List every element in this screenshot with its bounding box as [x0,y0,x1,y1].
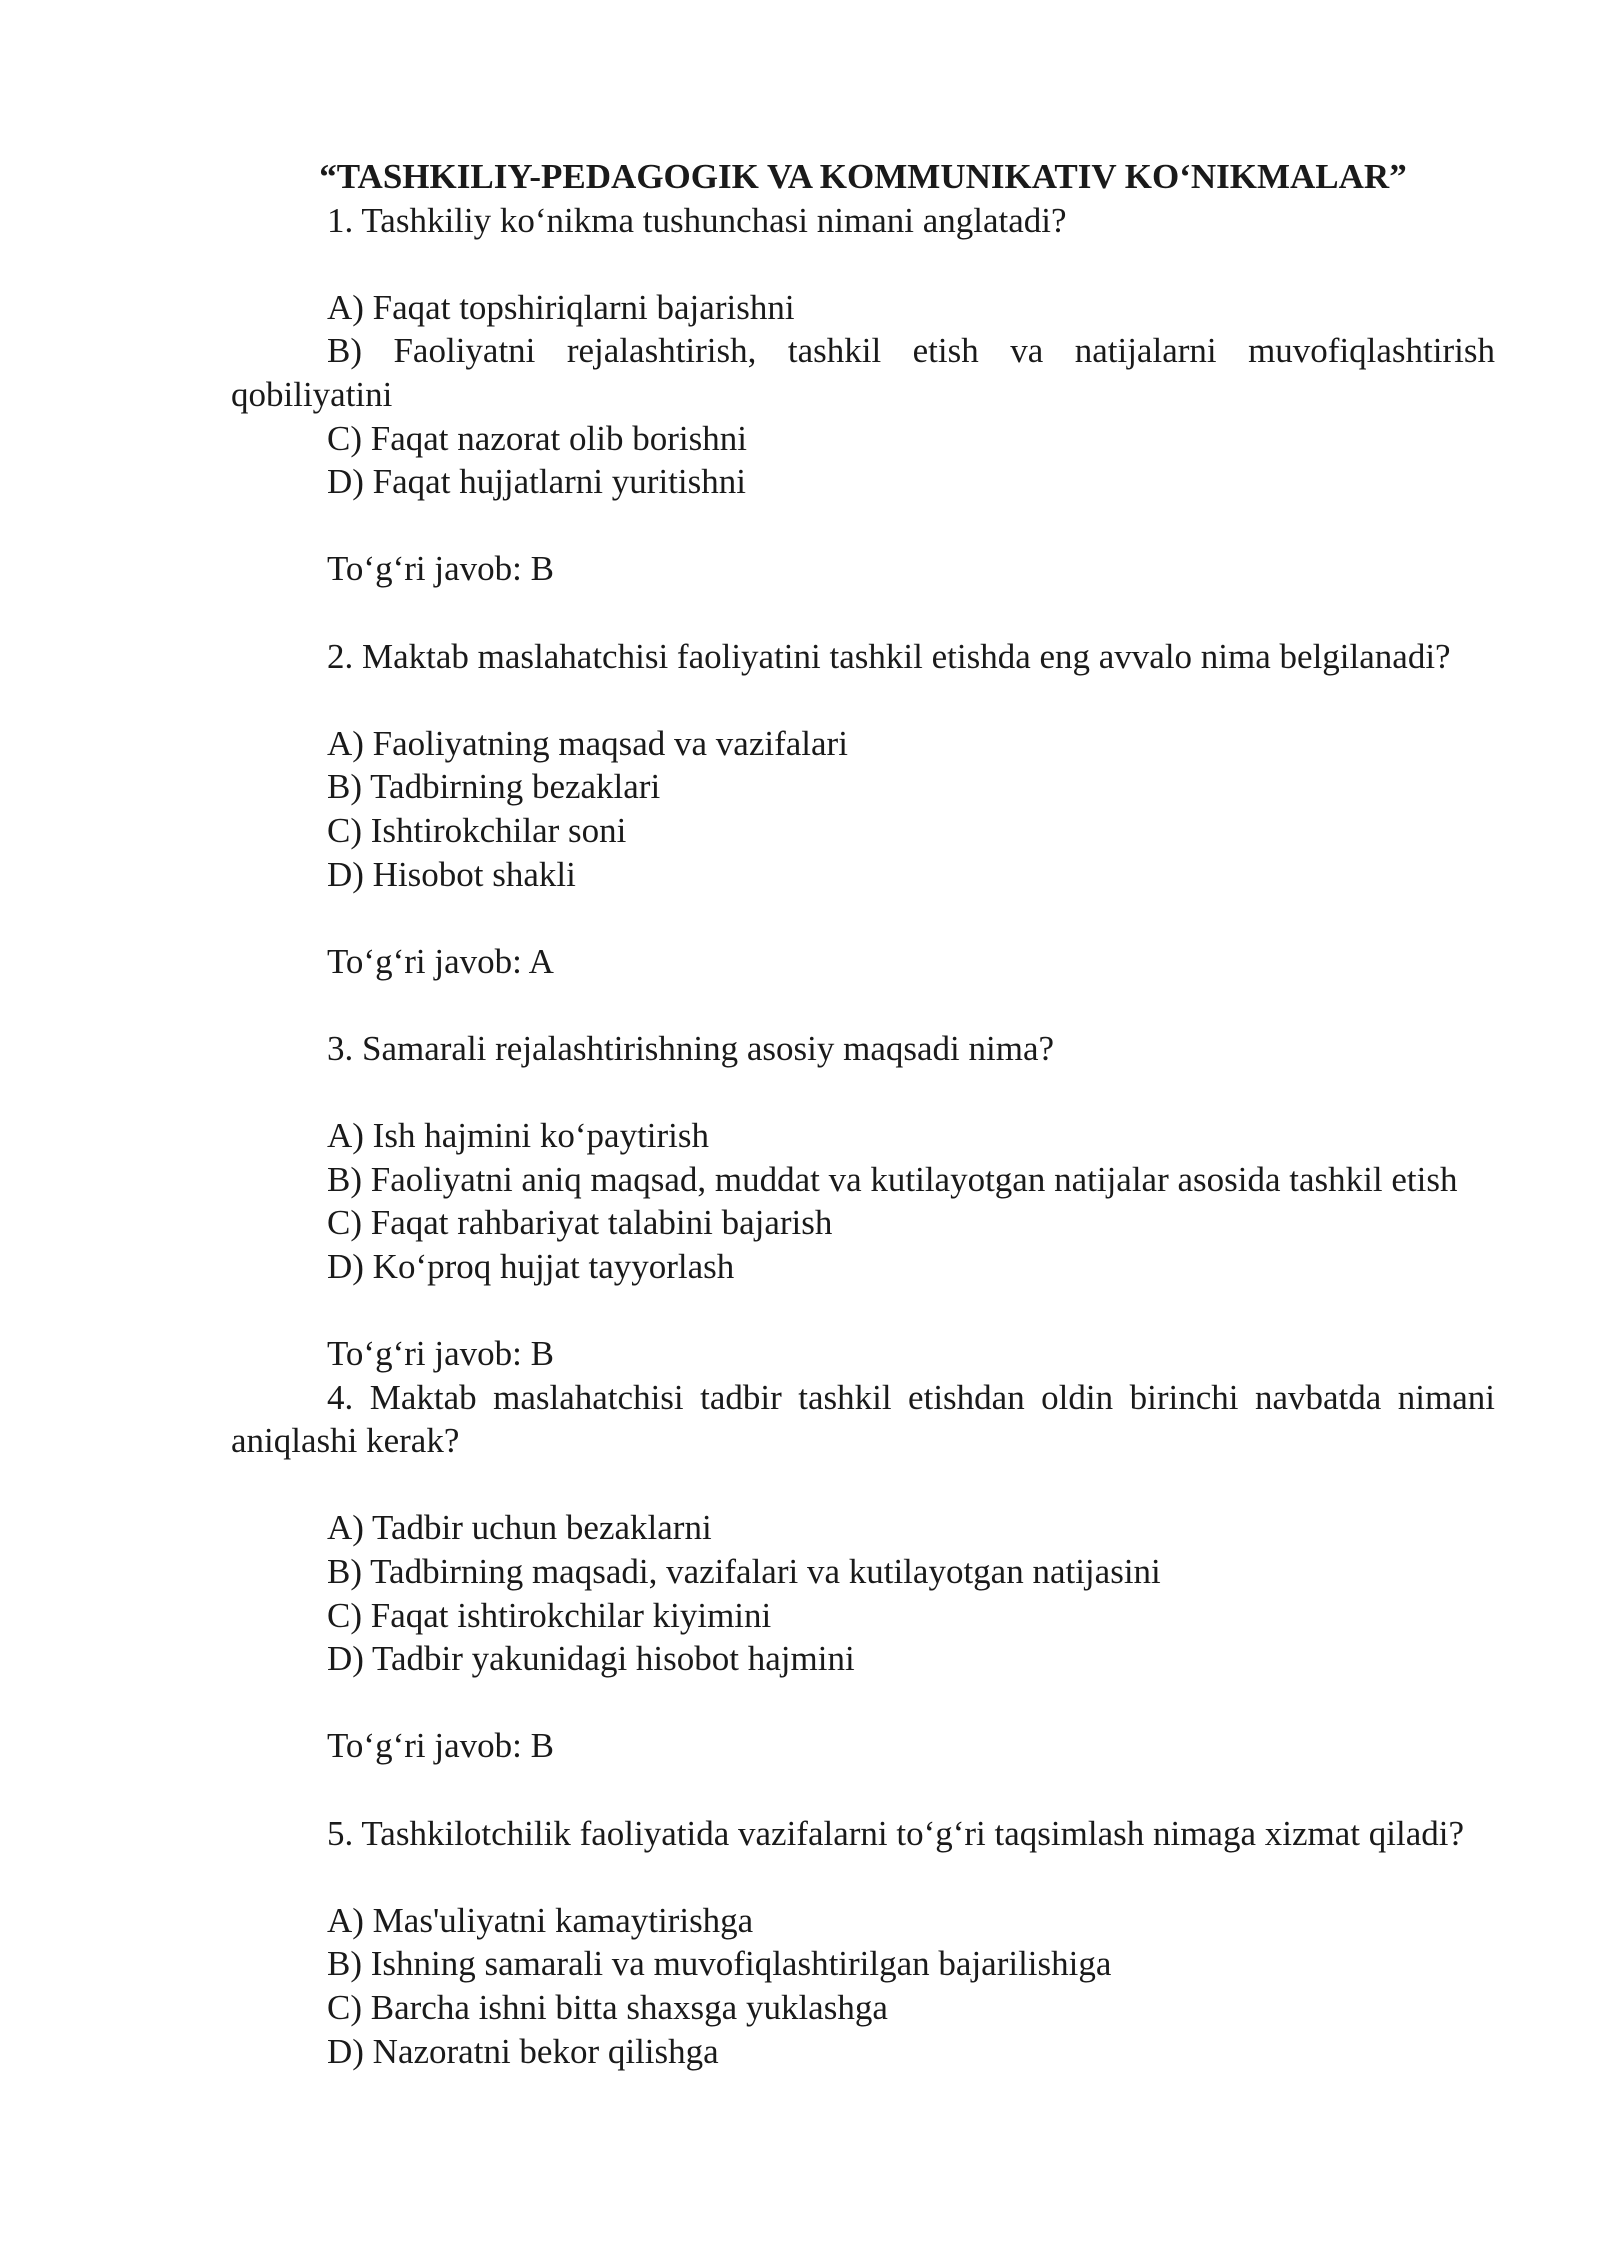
question-4-option-a: A) Tadbir uchun bezaklarni [327,1508,712,1548]
blank-line [231,983,1495,1027]
blank-line [231,1463,1495,1507]
question-3-text: 3. Samarali rejalashtirishning asosiy maqsadi nima? [327,1028,1055,1068]
blank-line [231,1768,1495,1812]
question-4-option-c: C) Faqat ishtirokchilar kiyimini [327,1595,772,1635]
blank-line [231,1070,1495,1114]
question-3-option-d: D) Ko‘proq hujjat tayyorlash [327,1246,735,1286]
blank-line [231,504,1495,548]
question-1-option-b: B) Faoliyatni rejalashtirish, tashkil etish va natijalarni muvofiqlashtirish qobiliyatini [231,331,1495,414]
question-4-text: 4. Maktab maslahatchisi tadbir tashkil etishdan oldin birinchi navbatda nimani aniqlashi kerak? [231,1377,1495,1461]
document-title: “TASHKILIY-PEDAGOGIK VA KOMMUNIKATIV KO‘NIKMALAR” [319,157,1407,196]
blank-line [231,1681,1495,1725]
blank-line [231,896,1495,940]
document-page [231,155,1495,2073]
question-1-option-d: D) Faqat hujjatlarni yuritishni [327,462,746,502]
question-5-option-a: A) Mas'uliyatni kamaytirishga [327,1900,754,1940]
question-3-option-c: C) Faqat rahbariyat talabini bajarish [327,1203,833,1243]
blank-line [231,242,1495,286]
question-4-answer: To‘g‘ri javob: B [327,1726,554,1766]
question-2-text: 2. Maktab maslahatchisi faoliyatini tashkil etishda eng avvalo nima belgilanadi? [327,636,1451,676]
question-1-option-a: A) Faqat topshiriqlarni bajarishni [327,287,795,327]
blank-line [231,678,1495,722]
question-2-option-a: A) Faoliyatning maqsad va vazifalari [327,723,848,763]
question-1-text: 1. Tashkiliy ko‘nikma tushunchasi nimani anglatadi? [327,200,1067,240]
blank-line [231,1288,1495,1332]
question-2-answer: To‘g‘ri javob: A [327,941,554,981]
question-2-option-b: B) Tadbirning bezaklari [327,767,661,807]
question-2-option-d: D) Hisobot shakli [327,854,576,894]
question-1-option-c: C) Faqat nazorat olib borishni [327,418,747,458]
question-3-answer: To‘g‘ri javob: B [327,1334,554,1374]
question-1-answer: To‘g‘ri javob: B [327,549,554,589]
blank-line [231,1855,1495,1899]
blank-line [231,591,1495,635]
question-2-option-c: C) Ishtirokchilar soni [327,810,627,850]
question-4-option-b: B) Tadbirning maqsadi, vazifalari va kutilayotgan natijasini [327,1552,1161,1591]
question-5-option-d: D) Nazoratni bekor qilishga [327,2031,719,2071]
question-5-text: 5. Tashkilotchilik faoliyatida vazifalarni to‘g‘ri taqsimlash nimaga xizmat qiladi? [327,1813,1464,1853]
question-4-option-d: D) Tadbir yakunidagi hisobot hajmini [327,1639,855,1679]
question-5-option-b: B) Ishning samarali va muvofiqlashtirilgan bajarilishiga [327,1944,1112,1984]
question-3-option-a: A) Ish hajmini ko‘paytirish [327,1116,710,1156]
question-5-option-c: C) Barcha ishni bitta shaxsga yuklashga [327,1987,888,2027]
question-3-option-b: B) Faoliyatni aniq maqsad, muddat va kutilayotgan natijalar asosida tashkil etish [327,1159,1458,1199]
